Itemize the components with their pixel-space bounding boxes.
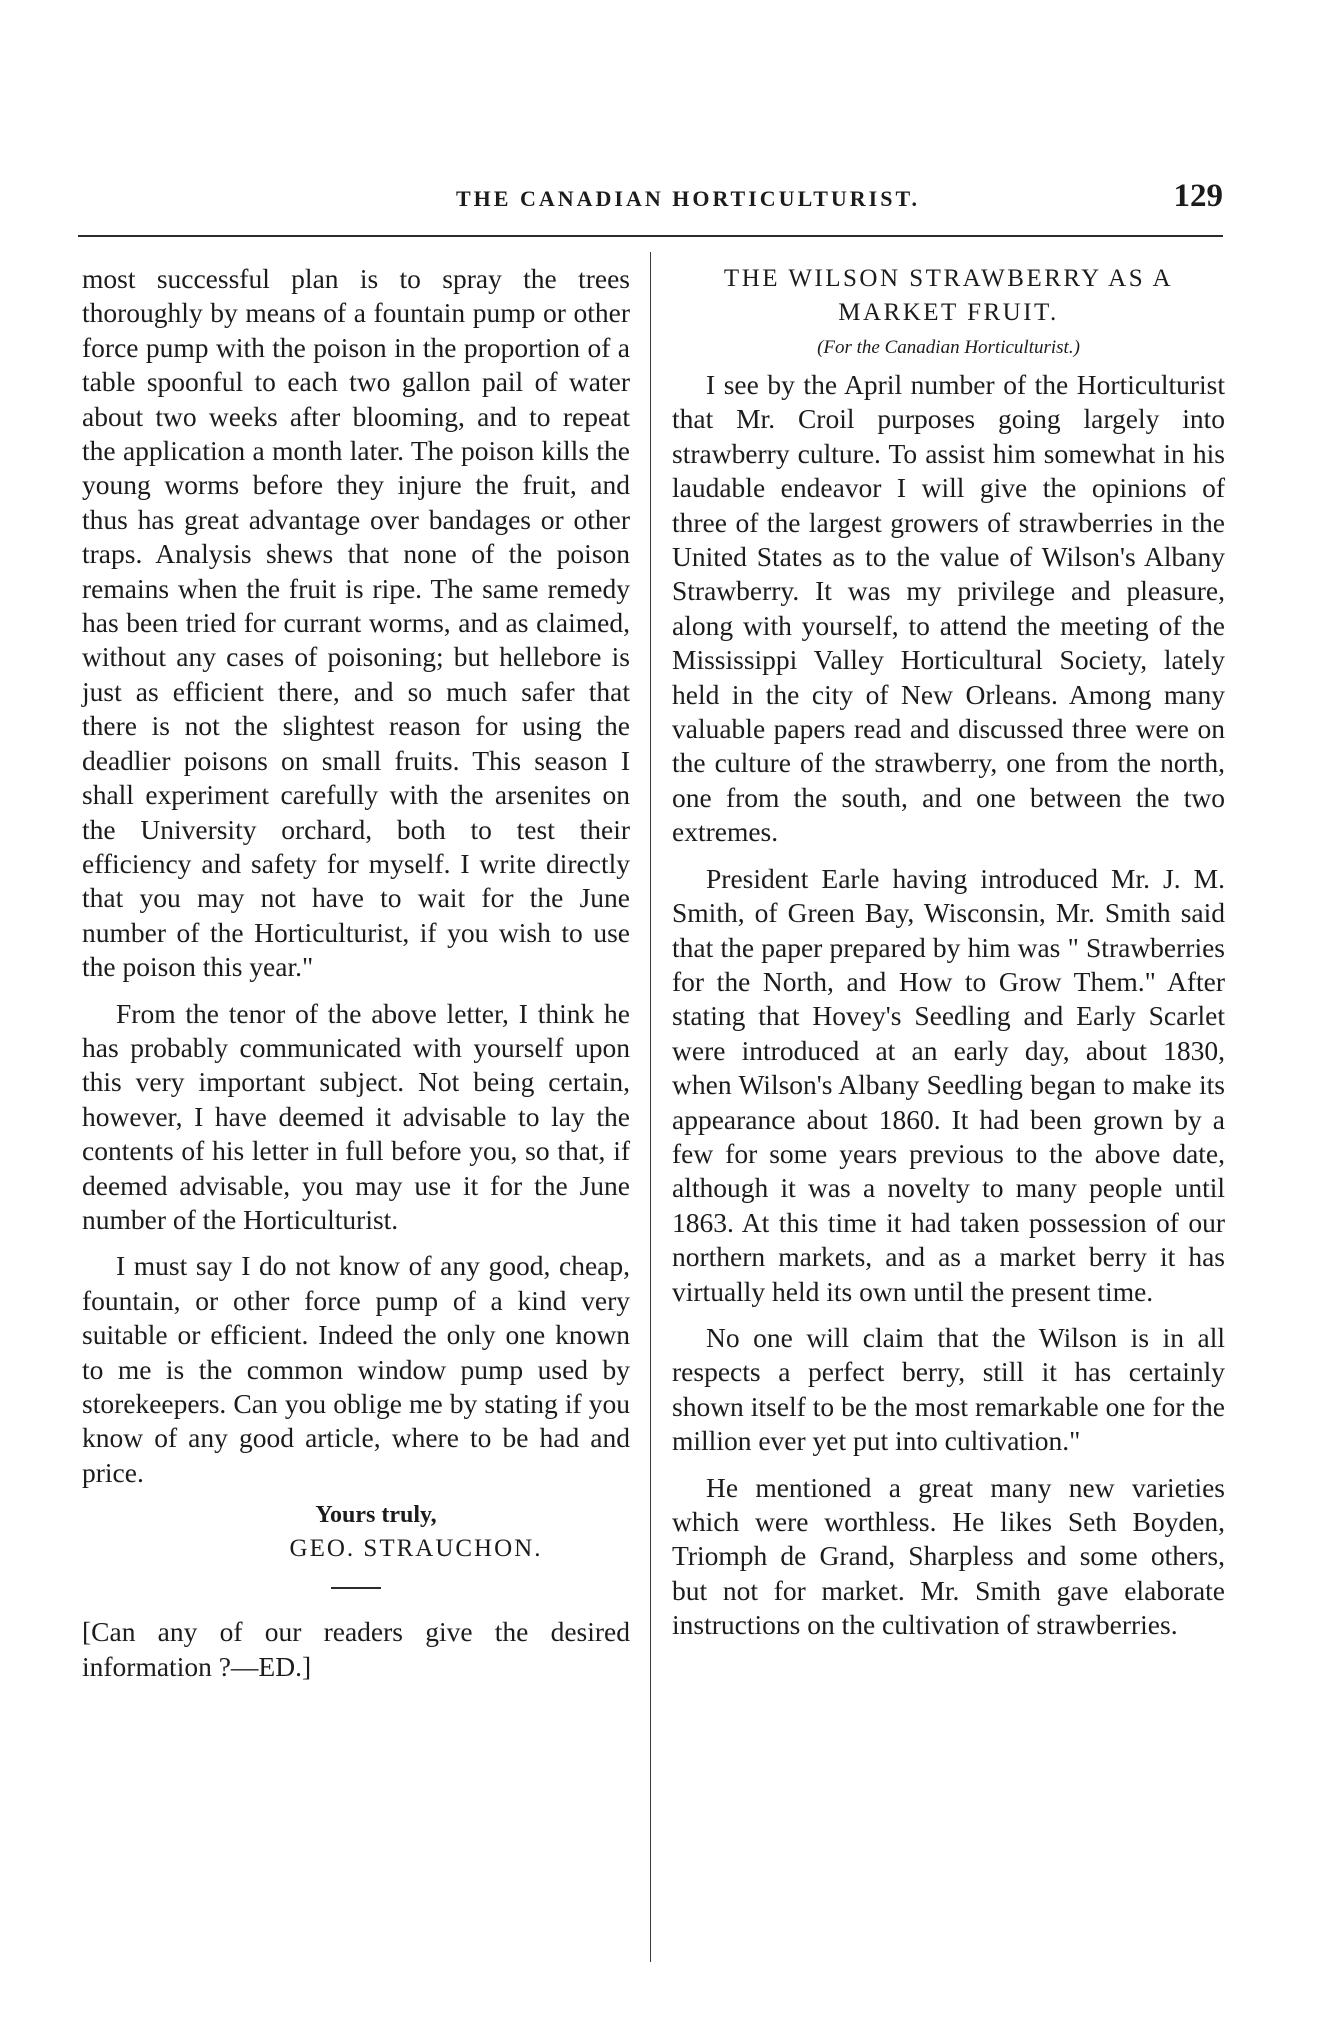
page-number: 129	[1173, 178, 1223, 214]
article-title: THE WILSON STRAWBERRY AS A MARKET FRUIT.	[723, 265, 1174, 326]
running-title: THE CANADIAN HORTICULTURIST.	[455, 186, 921, 211]
column-divider	[650, 252, 651, 1962]
left-paragraph-1: most successful plan is to spray the trees thoroughly by means of a fountain pump or other force pump with the poison in the proportion of a table spoonful to each two gallon pail of water about two weeks after blooming, and to repeat the application a month later. The poison kills the young worms before they injure the fruit, and thus has great advantage over bandages or other traps. Analysis shews that none of the poison remains when the fruit is ripe. The same remedy has been tried for currant worms, and as claimed, without any cases of poisoning; but hellebore is just as efficient there, and so much safer that there is not the slightest reason for using the deadlier poisons on small fruits. This season I shall experiment carefully with the arsenites on the University orchard, both to test their efficiency and safety for myself. I write directly that you may not have to wait for the June number of the Horticulturist, if you wish to use the poison this year."	[82, 263, 630, 983]
header-rule	[78, 235, 1223, 237]
letter-signoff: Yours truly,	[315, 1502, 437, 1529]
right-paragraph-3: No one will claim that the Wilson is in all respects a perfect berry, still it has certainly shown itself to be the most remarkable one for the million ever yet put into cultivation."	[672, 1321, 1225, 1457]
article-byline: (For the Canadian Horticulturist.)	[817, 337, 1080, 358]
signature-rule	[331, 1587, 381, 1589]
right-paragraph-4: He mentioned a great many new varieties which were worthless. He likes Seth Boyden, Triomph de Grand, Sharpless and some others, but not for market. Mr. Smith gave elaborate instructions on the cultivation of strawberries.	[672, 1471, 1225, 1641]
right-paragraph-2: President Earle having introduced Mr. J. M. Smith, of Green Bay, Wisconsin, Mr. Smith said that the paper prepared by him was " Strawberries for the North, and How to Grow Them." After stating that Hovey's Seedling and Early Scarlet were introduced at an early day, about 1830, when Wilson's Albany Seedling began to make its appearance about 1860. It had been grown by a few for some years previous to the above date, although it was a novelty to many people until 1863. At this time it had taken possession of our northern markets, and as a market berry it has virtually held its own until the present time.	[672, 862, 1225, 1307]
page-header	[78, 178, 1223, 226]
right-column	[672, 262, 1225, 1655]
right-paragraph-1: I see by the April number of the Horticulturist that Mr. Croil purposes going largely into strawberry culture. To assist him somewhat in his laudable endeavor I will give the opinions of three of the largest growers of strawberries in the United States as to the value of Wilson's Albany Strawberry. It was my privilege and pleasure, along with yourself, to attend the meeting of the Mississippi Valley Horticultural Society, lately held in the city of New Orleans. Among many valuable papers read and discussed three were on the culture of the strawberry, one from the north, one from the south, and one between the two extremes.	[672, 369, 1225, 848]
left-paragraph-2: From the tenor of the above letter, I think he has probably communicated with yourself upon this very important subject. Not being certain, however, I have deemed it advisable to lay the contents of his letter in full before you, so that, if deemed advisable, you may use it for the June number of the Horticulturist.	[82, 997, 630, 1235]
left-column	[82, 262, 630, 1684]
letter-signature: GEO. STRAUCHON.	[289, 1535, 543, 1563]
left-paragraph-3: I must say I do not know of any good, cheap, fountain, or other force pump of a kind very suitable or efficient. Indeed the only one known to me is the common window pump used by storekeepers. Can you oblige me by stating if you know of any good article, where to be had and price.	[82, 1250, 630, 1488]
editor-note: [Can any of our readers give the desired information ?—ED.]	[82, 1616, 630, 1682]
